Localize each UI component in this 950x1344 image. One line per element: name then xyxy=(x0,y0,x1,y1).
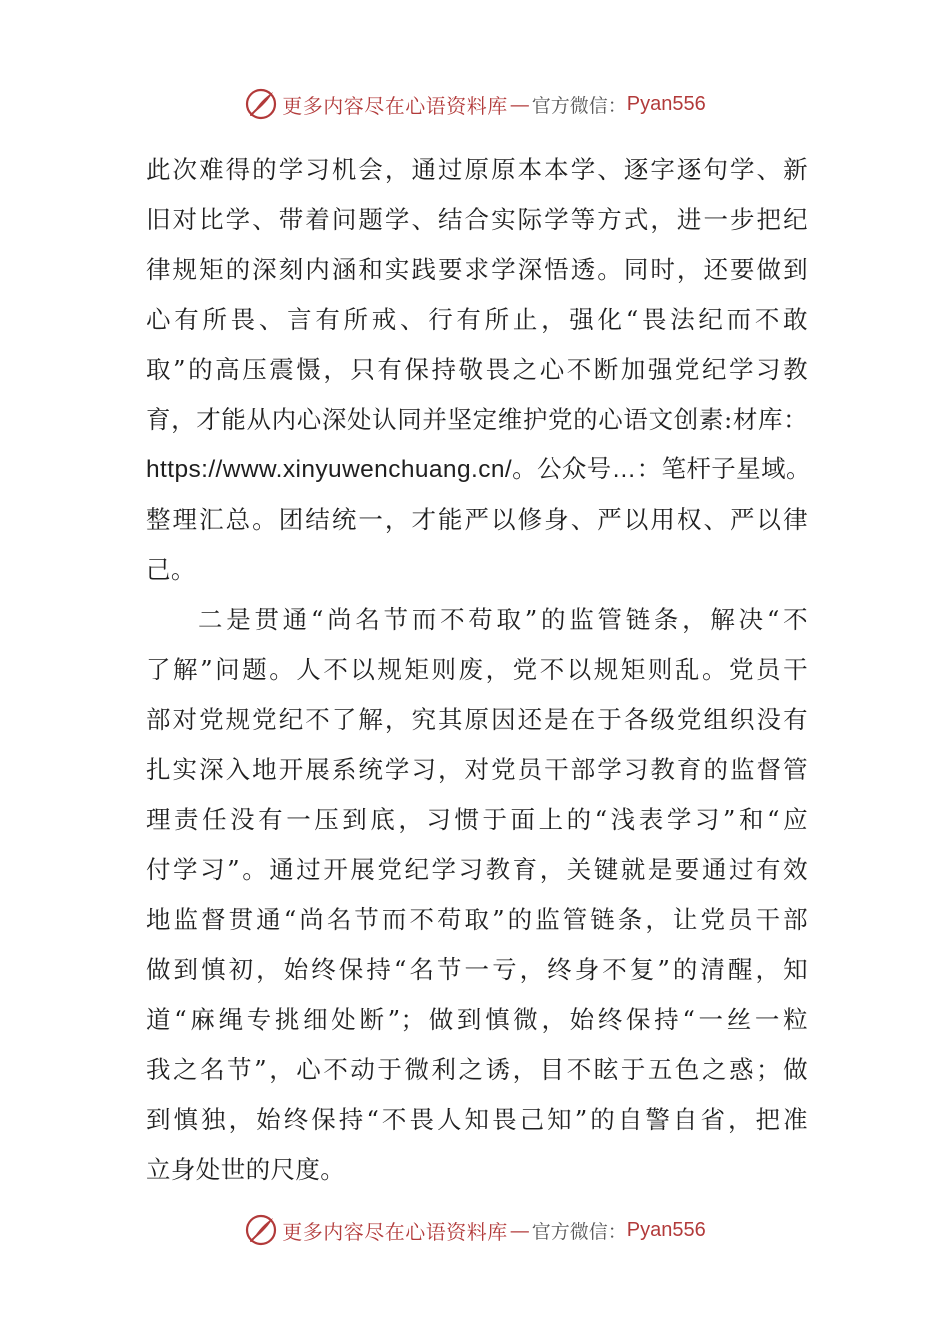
text-line: 付学习”。通过开展党纪学习教育，关键就是要通过有效 xyxy=(146,855,808,884)
banner-separator: — xyxy=(509,92,530,116)
banner-slogan: 更多内容尽在心语资料库 xyxy=(282,1219,508,1244)
text-line: 我之名节”，心不动于微利之诱，目不眩于五色之惑；做 xyxy=(146,1055,808,1084)
paragraph-1 xyxy=(146,145,811,595)
text-line: 二是贯通“尚名节而不苟取”的监管链条，解决“不 xyxy=(198,605,808,634)
text-line-url: https://www.xinyuwenchuang.cn/。公众号…：笔杆子星域。 xyxy=(146,456,811,483)
text-line: 扎实深入地开展系统学习，对党员干部学习教育的监督管 xyxy=(146,755,808,784)
text-line: 道“麻绳专挑细处断”；做到慎微，始终保持“一丝一粒 xyxy=(146,1005,808,1034)
text-line: 立身处世的尺度。 xyxy=(146,1155,346,1184)
text-line: 整理汇总。团结统一，才能严以修身、严以用权、严以律 xyxy=(146,505,808,534)
quill-logo-icon xyxy=(244,87,278,121)
text-line: 了解”问题。人不以规矩则废，党不以规矩则乱。党员干 xyxy=(146,655,808,684)
banner-wechat-id: Pyan556 xyxy=(626,1218,706,1241)
banner-slogan: 更多内容尽在心语资料库 xyxy=(282,93,508,118)
document-body xyxy=(146,145,811,1195)
text-line: 此次难得的学习机会，通过原原本本学、逐字逐句学、新 xyxy=(146,155,808,184)
banner-wechat-id: Pyan556 xyxy=(626,92,706,115)
text-line: 育，才能从内心深处认同并坚定维护党的心语文创素:材库： xyxy=(146,405,808,434)
banner-official-label: 官方微信： xyxy=(531,1220,627,1243)
quill-logo-icon xyxy=(244,1213,278,1247)
text-line: 律规矩的深刻内涵和实践要求学深悟透。同时，还要做到 xyxy=(146,255,808,284)
text-line: 己。 xyxy=(146,555,196,584)
banner-separator: — xyxy=(509,1218,530,1242)
banner-official-label: 官方微信： xyxy=(531,94,627,117)
text-line: 部对党规党纪不了解，究其原因还是在于各级党组织没有 xyxy=(146,705,808,734)
text-line: 理责任没有一压到底，习惯于面上的“浅表学习”和“应 xyxy=(146,805,808,834)
paragraph-2 xyxy=(146,595,808,1195)
text-line: 取”的高压震慑，只有保持敬畏之心不断加强党纪学习教 xyxy=(146,355,808,384)
footer-banner xyxy=(0,1210,950,1250)
text-line: 到慎独，始终保持“不畏人知畏己知”的自警自省，把准 xyxy=(146,1105,808,1134)
text-line: 地监督贯通“尚名节而不苟取”的监管链条，让党员干部 xyxy=(146,905,808,934)
text-line: 心有所畏、言有所戒、行有所止，强化“畏法纪而不敢 xyxy=(146,305,808,334)
header-banner xyxy=(0,84,950,124)
text-line: 旧对比学、带着问题学、结合实际学等方式，进一步把纪 xyxy=(146,205,808,234)
text-line: 做到慎初，始终保持“名节一亏，终身不复”的清醒，知 xyxy=(146,955,808,984)
